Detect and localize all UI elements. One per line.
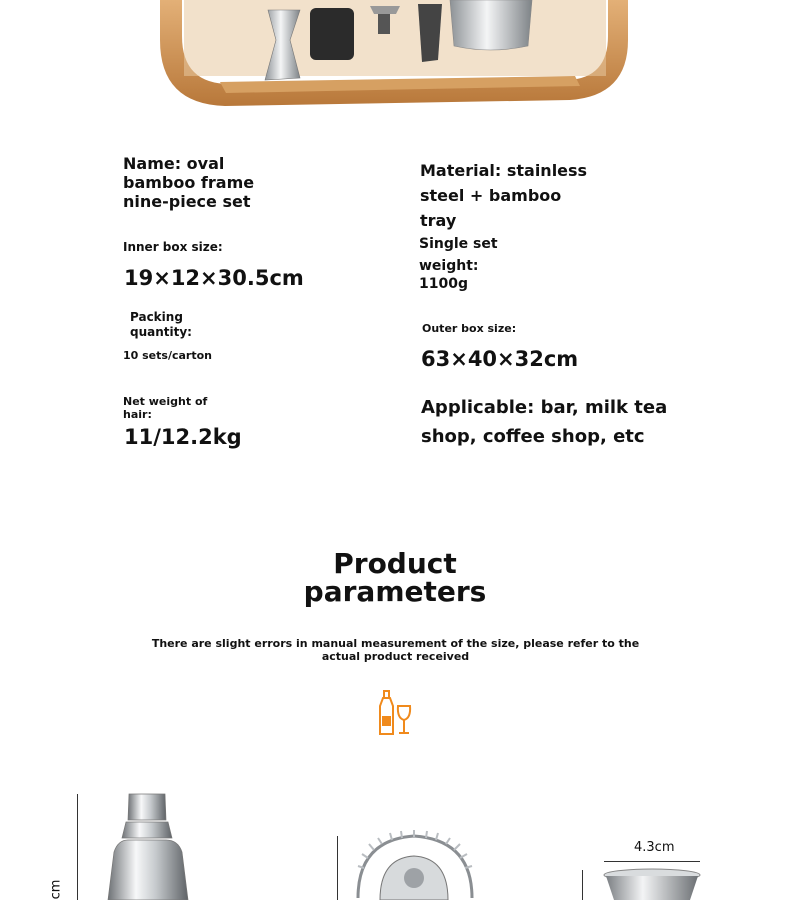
outer-box-label: Outer box size:: [422, 322, 517, 335]
strainer-image: [350, 828, 480, 900]
bottle-glass-icon: [376, 690, 416, 736]
product-photo-bamboo-frame: [150, 0, 640, 115]
single-set-value: 1100g: [419, 276, 468, 292]
net-weight-label: Net weight of hair:: [123, 395, 208, 421]
single-set-label: Single set weight:: [419, 236, 498, 274]
inner-box-value: 19×12×30.5cm: [124, 266, 304, 290]
spec-material: Material: stainless steel + bamboo tray: [420, 161, 588, 230]
strainer-line: [337, 836, 338, 900]
params-title: [0, 547, 790, 608]
outer-box-value: 63×40×32cm: [421, 347, 579, 371]
shaker-image: [100, 790, 195, 900]
shaker-height-label: cm: [48, 879, 64, 900]
inner-box-label: Inner box size:: [123, 240, 223, 254]
spec-name: Name: oval bamboo frame nine-piece set: [123, 154, 255, 211]
jigger-width-label: 4.3cm: [634, 840, 675, 855]
jigger-height-line: [582, 870, 583, 900]
packing-label: Packing quantity:: [130, 310, 192, 339]
shaker-height-line: [77, 794, 78, 900]
packing-value: 10 sets/carton: [123, 349, 212, 362]
params-title-line1: Product: [333, 547, 457, 580]
applicable-text: Applicable: bar, milk tea shop, coffee shop, etc: [421, 397, 668, 447]
params-title-line2: parameters: [303, 575, 487, 608]
params-note: There are slight errors in manual measurement of the size, please refer to the actual product received: [151, 637, 640, 663]
jigger-width-line: [604, 861, 700, 862]
jigger-image: [600, 866, 704, 900]
net-weight-value: 11/12.2kg: [124, 425, 242, 449]
